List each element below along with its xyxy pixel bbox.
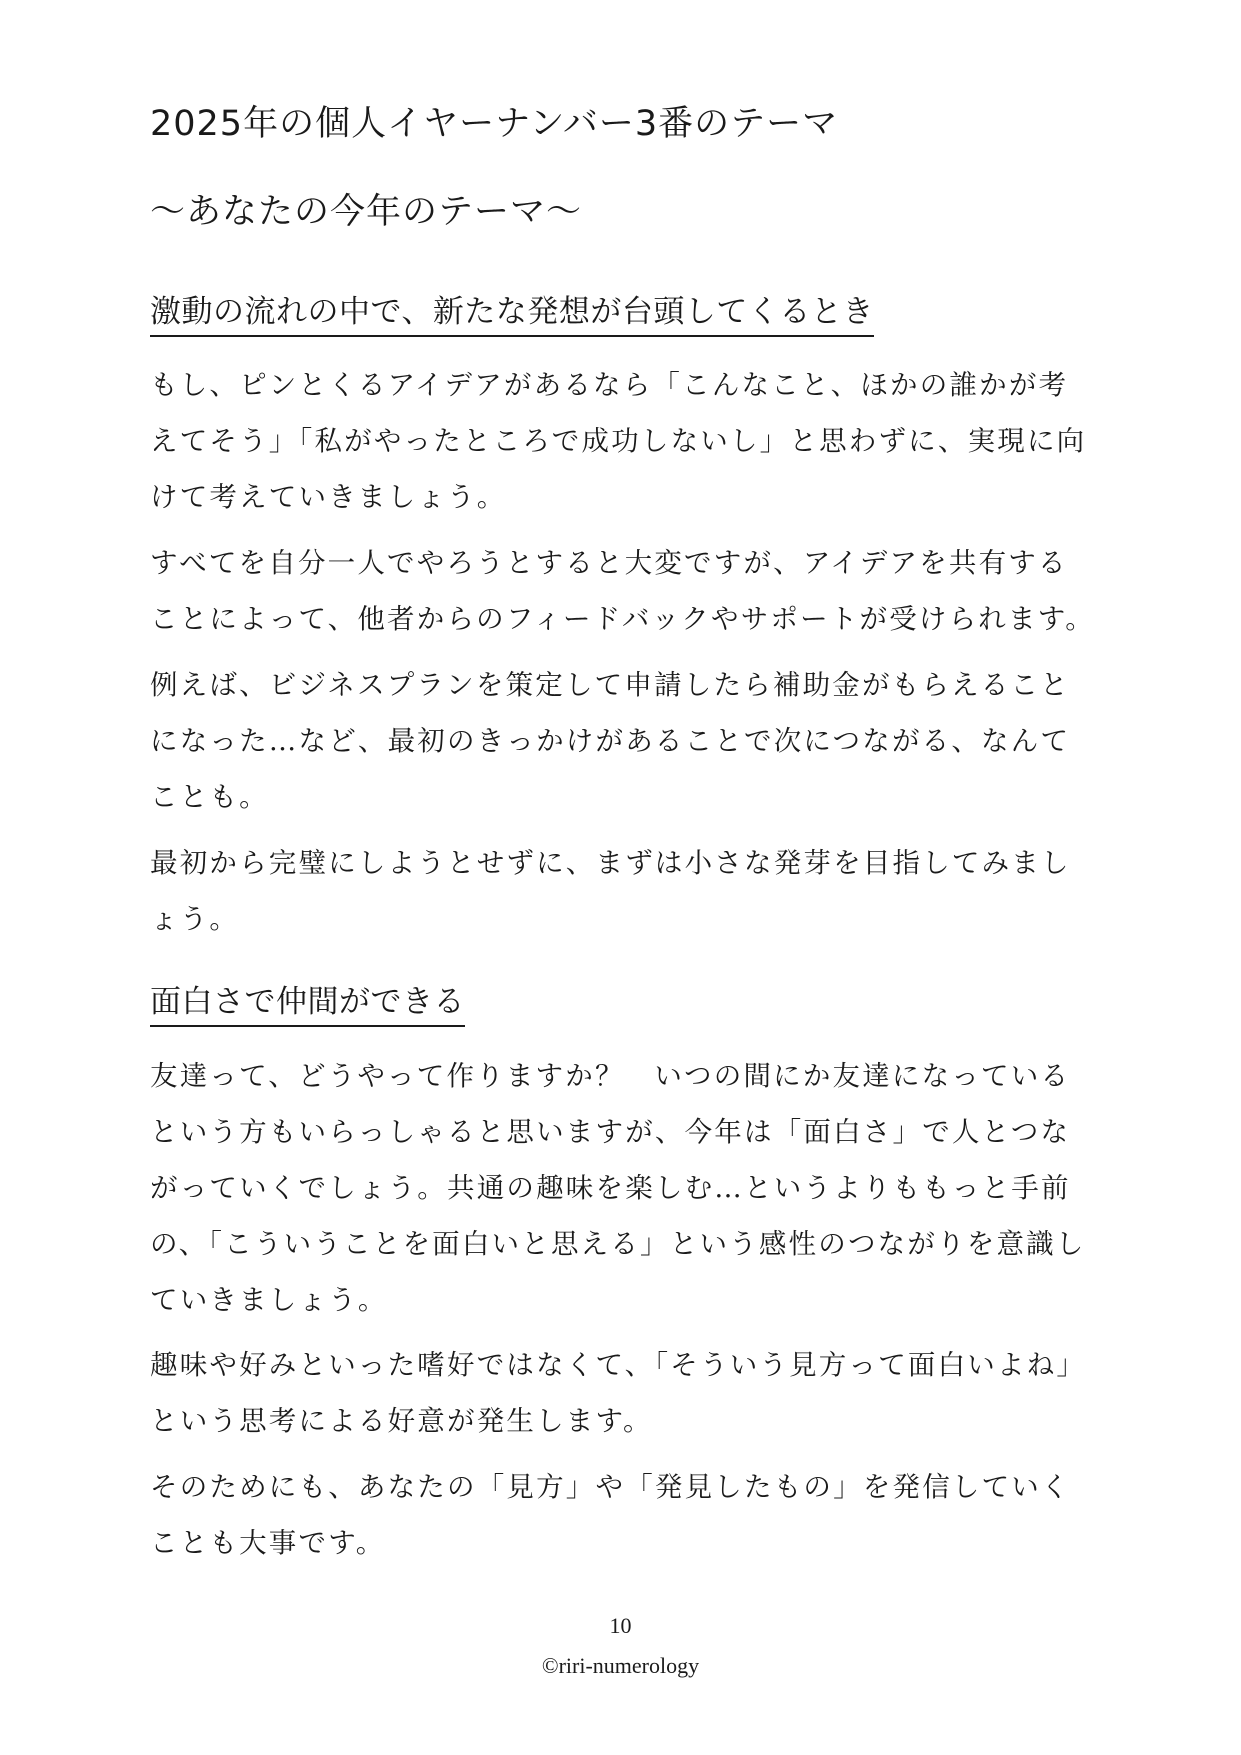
page-number: 10 xyxy=(609,1613,632,1638)
section-2-paragraph-3: そのためにも、あなたの「見方」や「発見したもの」を発信していくことも大事です。 xyxy=(150,1471,1071,1559)
section-1-paragraph-2: すべてを自分一人でやろうとすると大変ですが、アイデアを共有することによって、他者からのフィードバックやサポートが受けられます。 xyxy=(150,547,1095,635)
section-1-paragraph-1: もし、ピンとくるアイデアがあるなら「こんなこと、ほかの誰かが考えてそう」「私がやったところで成功しないし」と思わずに、実現に向けて考えていきましょう。 xyxy=(150,369,1087,513)
copyright-notice: ©riri-numerology xyxy=(541,1653,700,1678)
section-2-paragraph-1: 友達って、どうやって作りますか？ いつの間にか友達になっているという方もいらっしゃると思いますが、今年は「面白さ」で人とつながっていくでしょう。共通の趣味を楽しむ…というよりももっと手前の、「こういうことを面白いと思える」という感性のつながりを意識していきましょう。 xyxy=(150,1060,1086,1316)
section-2-paragraph-2: 趣味や好みといった嗜好ではなくて、「そういう見方って面白いよね」という思考による好意が発生します。 xyxy=(150,1349,1087,1437)
section-1-paragraph-4: 最初から完璧にしようとせずに、まずは小さな発芽を目指してみましょう。 xyxy=(150,847,1071,935)
section-heading-2: 面白さで仲間ができる xyxy=(150,982,465,1027)
page-title: 2025年の個人イヤーナンバー3番のテーマ xyxy=(150,104,839,144)
section-1-paragraph-3: 例えば、ビジネスプランを策定して申請したら補助金がもらえることになった…など、最初のきっかけがあることで次につながる、なんてことも。 xyxy=(150,669,1071,813)
page-subtitle: ～あなたの今年のテーマ～ xyxy=(150,192,583,232)
section-heading-1: 激動の流れの中で、新たな発想が台頭してくるとき xyxy=(150,292,874,337)
